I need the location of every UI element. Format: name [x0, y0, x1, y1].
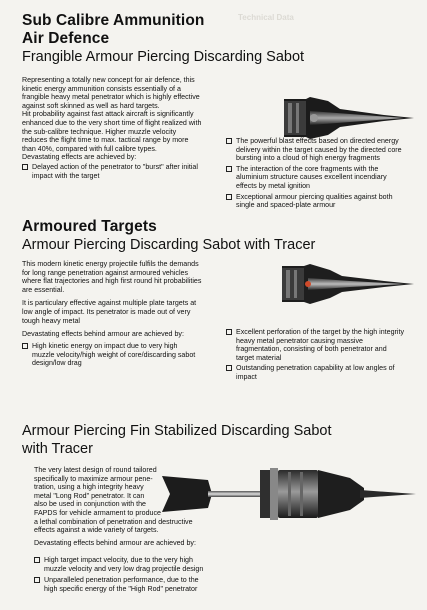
section3-intro-line: a lethal combination of penetration and destructive — [34, 517, 193, 526]
apfsds-tracer-projectile-image — [160, 464, 418, 524]
apds-tracer-projectile-image — [278, 262, 420, 306]
bullet-line: target material — [236, 353, 282, 362]
section3-intro-line: tration, using a high integrity heavy — [34, 483, 144, 492]
section2-bullet-left-1 — [22, 342, 232, 368]
section1-intro-line: than 40%, compared with full calibre types. — [22, 144, 157, 153]
section1-intro-line: the sub-calibre technique. Higher muzzle velocity — [22, 127, 177, 136]
checkbox-bullet-icon — [34, 577, 40, 583]
section1-title-line2: Air Defence — [22, 30, 110, 47]
checkbox-bullet-icon — [34, 557, 40, 563]
bullet-line: single and spaced-plate armour — [236, 201, 336, 210]
bullet-line: aluminium structure causes excellent incendiary — [236, 173, 387, 182]
section2-intro-line: where flat trajectories and high first round hit probabilities — [22, 277, 202, 286]
bullet-line: The powerful blast effects based on directed energy — [236, 137, 399, 145]
section1-bullet-right-3 — [226, 193, 418, 210]
section3-bullet-2 — [34, 576, 234, 593]
section2-intro-line: It is particulary effective against multiple plate targets at — [22, 299, 197, 308]
section2-title: Armoured Targets — [22, 218, 157, 235]
section3-intro-line: also be used in conjunction with the — [34, 500, 146, 509]
checkbox-bullet-icon — [226, 365, 232, 371]
section2-intro-line: for long range penetration against armoured vehicles — [22, 268, 189, 277]
section2-intro-line: This modern kinetic energy projectile fulfils the demands — [22, 260, 199, 268]
bullet-line: Outstanding penetration capability at low angles of — [236, 364, 395, 373]
bullet-line: fragmentation, consisting of both penetrator and — [236, 345, 387, 354]
section3-effects-heading: Devastating effects behind armour are achieved by: — [34, 538, 196, 547]
section3-intro-line: FAPDS for vehicle armament to produce — [34, 508, 161, 517]
section1-subtitle: Frangible Armour Piercing Discarding Sabot — [22, 49, 305, 65]
bullet-line: The interaction of the core fragments with the — [236, 164, 379, 173]
section1-intro-line: enhanced due to the very short time of flight realized with — [22, 118, 202, 127]
checkbox-bullet-icon — [226, 166, 232, 172]
section1-bullet-right-2 — [226, 165, 418, 191]
section2-effects-heading: Devastating effects behind armour are achieved by: — [22, 330, 184, 339]
bullet-line: heavy metal penetrator causing massive — [236, 336, 363, 345]
section3-bullets — [34, 556, 234, 593]
section2-intro-line: are essential. — [22, 285, 65, 294]
ghost-header: Technical Data — [238, 13, 294, 22]
bullet-line: Delayed action of the penetrator to "burst" after initial — [32, 163, 198, 171]
bullet-line: Exceptional armour piercing qualities against both — [236, 192, 393, 201]
bullet-line: High target impact velocity, due to the very high — [44, 556, 193, 564]
bullet-line: high specific energy of the "High Rod" penetrator — [44, 584, 198, 593]
section3-intro-line: effects against a wide variety of targets. — [34, 526, 159, 535]
section3-intro-line: metal "Long Rod" penetrator. It can — [34, 491, 145, 500]
section2-intro — [22, 260, 232, 339]
section1-bullet-right-1 — [226, 137, 418, 163]
checkbox-bullet-icon — [226, 329, 232, 335]
bullet-line: muzzle velocity and very low drag projectile design — [44, 564, 204, 573]
bullet-line: effects by metal ignition — [236, 181, 310, 190]
section2-bullet-right-1 — [226, 328, 420, 362]
bullet-line: impact — [236, 372, 257, 381]
bullet-line: impact with the target — [32, 171, 100, 180]
checkbox-bullet-icon — [22, 164, 28, 170]
section2-subtitle: Armour Piercing Discarding Sabot with Tracer — [22, 237, 316, 253]
section1-bullet-left-1 — [22, 163, 232, 180]
section3-title-line1: Armour Piercing Fin Stabilized Discarding Sabot — [22, 423, 332, 439]
section2-intro-line: tough heavy metal — [22, 316, 80, 325]
section1-title-line1: Sub Calibre Ammunition — [22, 12, 205, 29]
bullet-line: Excellent perforation of the target by the high integrity — [236, 328, 404, 336]
section2-bullet-right-2 — [226, 364, 420, 381]
section3-intro-line: The very latest design of round tailored — [34, 466, 157, 474]
bullet-line: High kinetic energy on impact due to very high — [32, 342, 178, 350]
bullet-line: delivery within the target caused by the directed core — [236, 145, 402, 154]
bullet-line: Unparalleled penetration performance, due to the — [44, 576, 199, 585]
section1-bullets-right — [226, 137, 418, 210]
checkbox-bullet-icon — [22, 343, 28, 349]
bullet-line: muzzle velocity/high weight of core/discarding sabot — [32, 350, 196, 359]
bullet-line: bursting into a cloud of high energy fragments — [236, 154, 380, 163]
section1-intro — [22, 76, 232, 162]
section1-intro-line: frangible heavy metal penetrator which is highly effective — [22, 93, 200, 102]
checkbox-bullet-icon — [226, 194, 232, 200]
section3-bullet-1 — [34, 556, 234, 573]
bullet-line: design/low drag — [32, 359, 82, 368]
section1-intro-line: reduces the flight time to max. tactical range by more — [22, 136, 189, 145]
section1-intro-line: Representing a totally new concept for air defence, this — [22, 76, 195, 84]
section3-intro-line: specifically to maximize armour pene- — [34, 474, 153, 483]
section1-effects-heading: Devastating effects are achieved by: — [22, 153, 137, 162]
section1-intro-line: against soft skinned as well as hard targets. — [22, 101, 160, 110]
section1-intro-line: Hit probability against fast attack aircraft is significantly — [22, 110, 194, 119]
frangible-apds-projectile-image — [280, 95, 420, 141]
section2-intro-line: low angle of impact. Its penetrator is made out of very — [22, 307, 191, 316]
section2-bullets-right — [226, 328, 420, 382]
checkbox-bullet-icon — [226, 138, 232, 144]
section3-title-line2: with Tracer — [22, 441, 93, 457]
section1-intro-line: kinetic energy ammunition consists essentially of a — [22, 84, 181, 93]
